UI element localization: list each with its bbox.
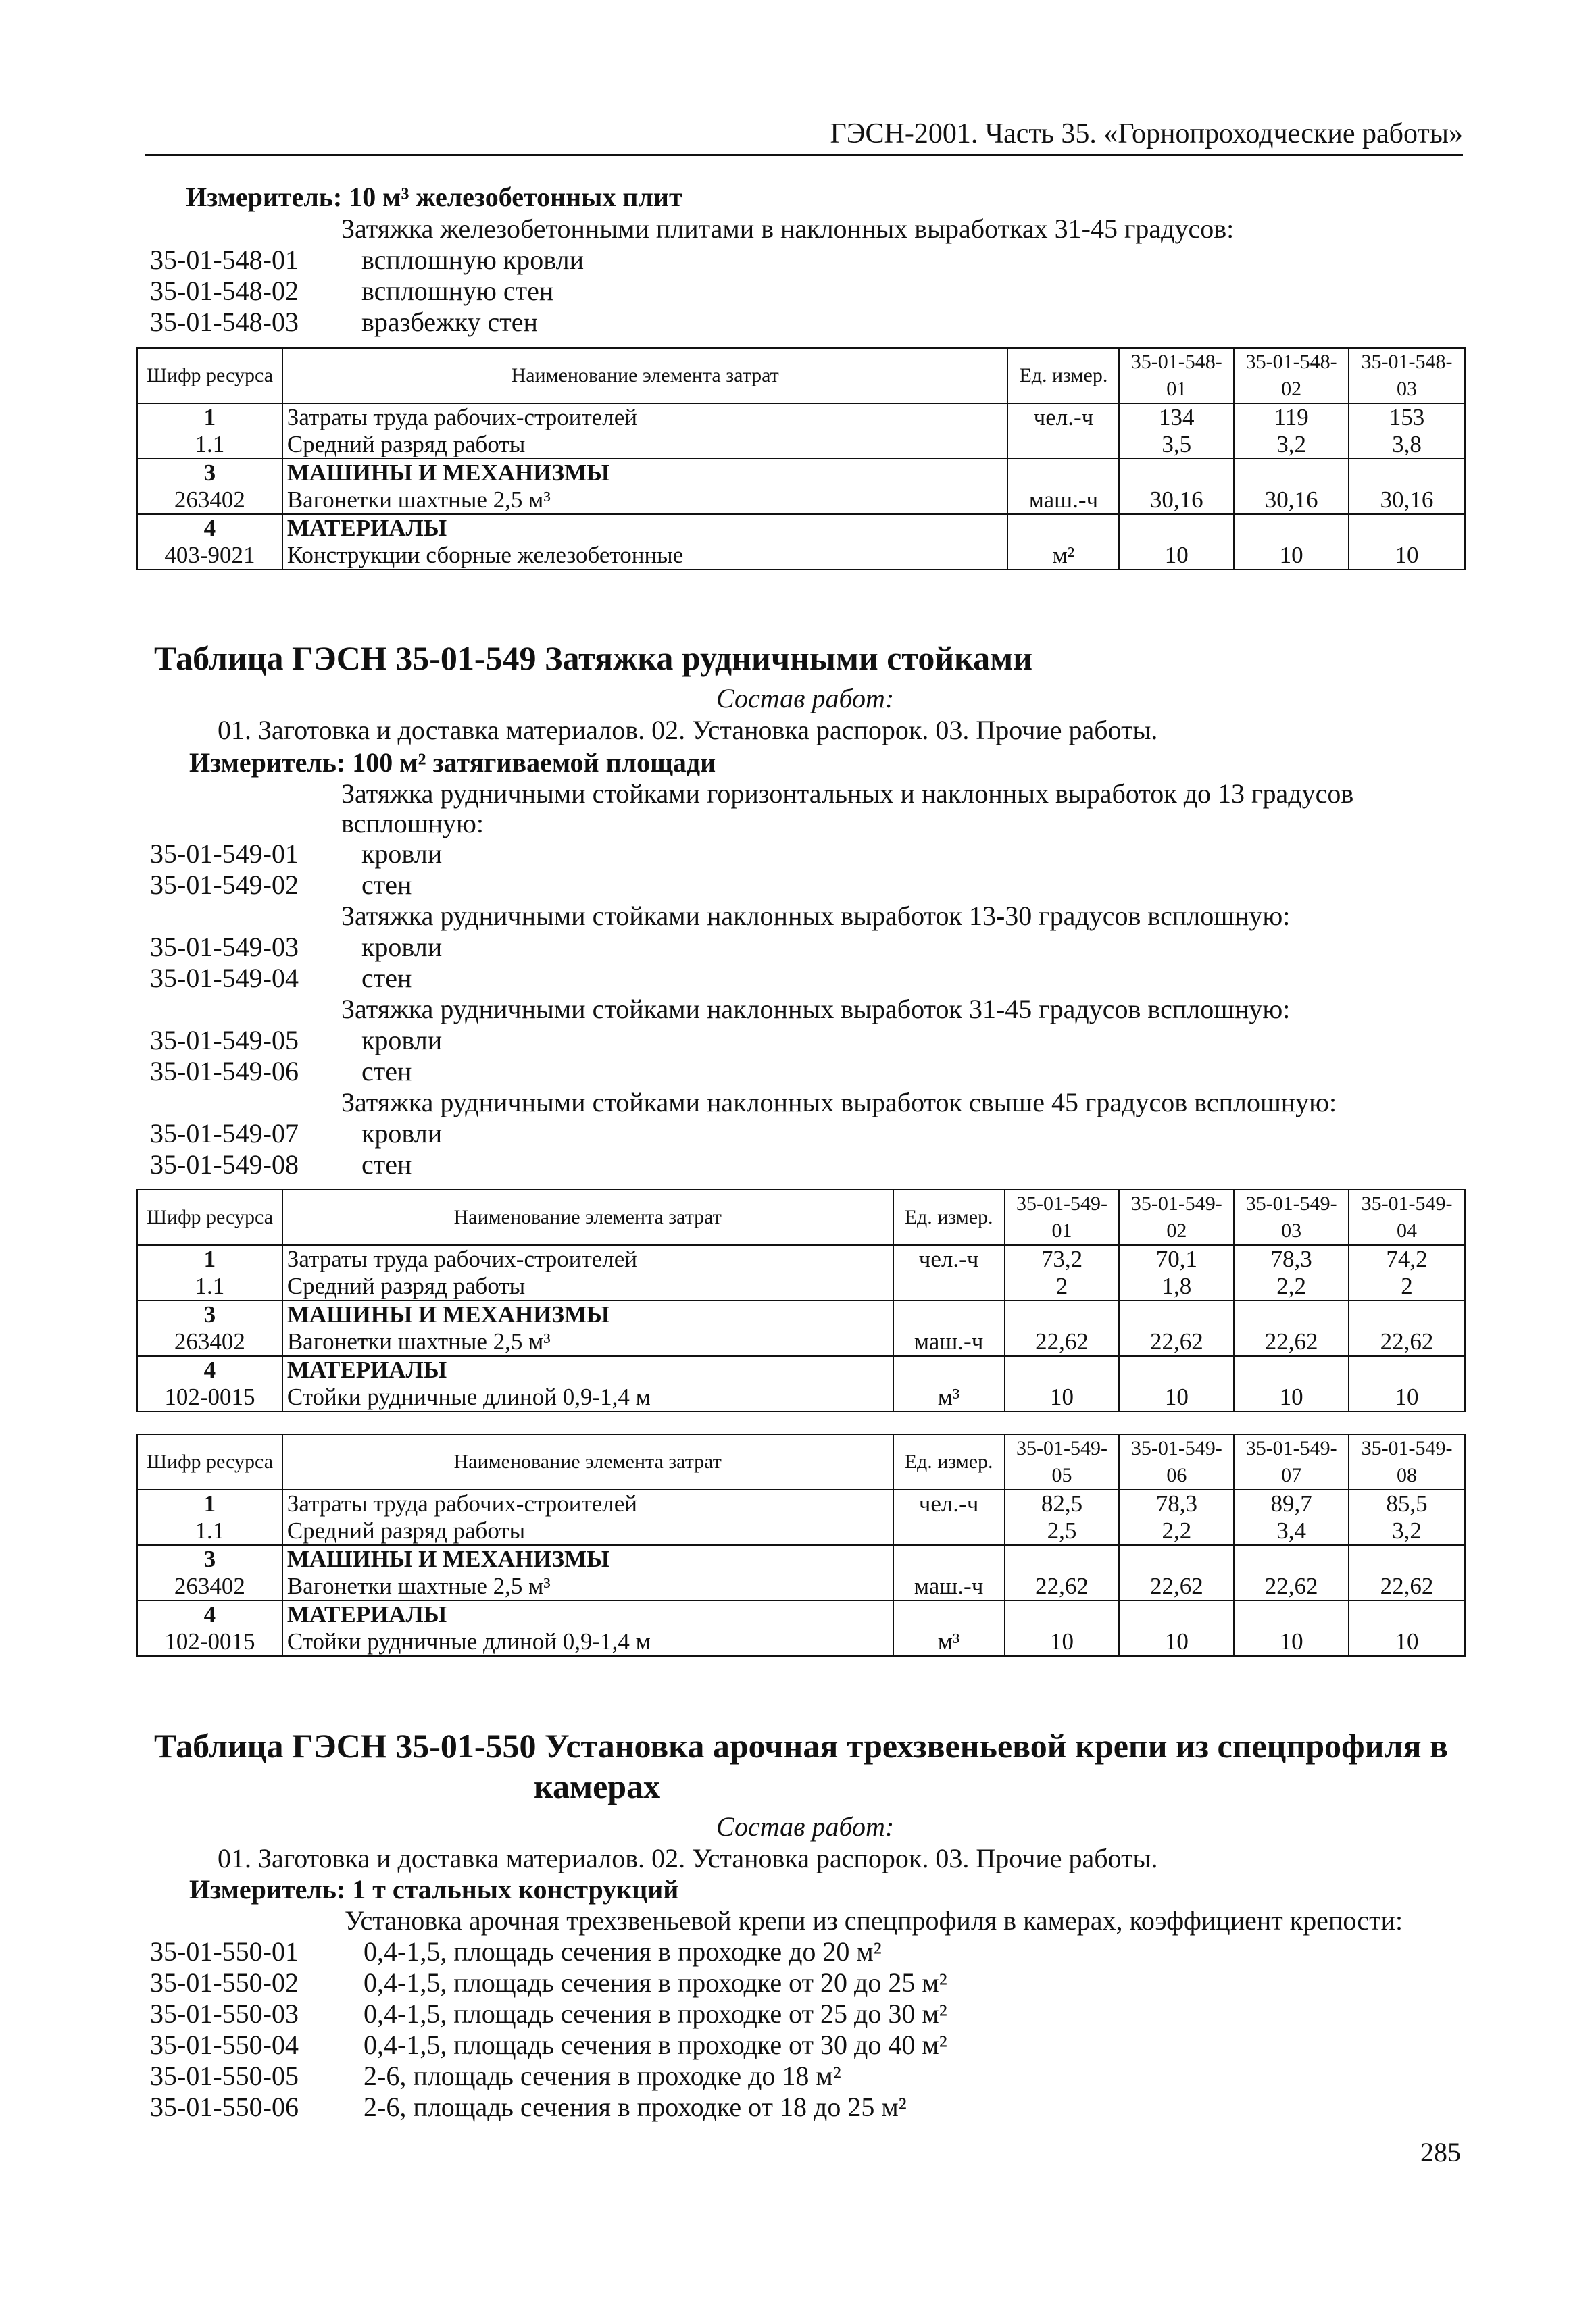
code-548-02: 35-01-548-02 [150,276,299,306]
code-550-06: 35-01-550-06 [150,2092,299,2122]
code-550-03: 35-01-550-03 [150,1998,299,2029]
cell: м³ [893,1628,1005,1656]
cell: 2,2 [1234,1273,1349,1301]
code-548-03: 35-01-548-03 [150,307,299,337]
cell: 30,16 [1234,486,1349,514]
cell [1234,1356,1349,1384]
th-name: Наименование элемента затрат [282,348,1008,403]
cell: 3,4 [1234,1517,1349,1545]
table-548 [136,347,1466,570]
th-unit: Ед. измер. [893,1434,1005,1490]
cell: 78,3 [1234,1245,1349,1273]
cell: Затраты труда рабочих-строителей [282,403,1008,431]
cell: МАТЕРИАЛЫ [282,1601,893,1628]
cell [893,1356,1005,1384]
code-549-02: 35-01-549-02 [150,870,299,900]
cell [1349,1356,1465,1384]
cell: 3 [137,1301,282,1328]
th-unit: Ед. измер. [1007,348,1119,403]
text-549-08: стен [361,1149,412,1180]
cell [1234,459,1349,486]
text-549-06: стен [361,1056,412,1086]
cell: 10 [1005,1384,1120,1411]
cell: 1 [137,1245,282,1273]
cell: 1.1 [137,1517,282,1545]
cell: 2 [1005,1273,1120,1301]
title-550-a: Таблица ГЭСН 35-01-550 Установка арочная трехзвеньевой крепи из спецпрофиля в [154,1727,1449,1765]
cell: м² [1007,542,1119,570]
cell: 10 [1349,1628,1465,1656]
cell [1119,1601,1234,1628]
cell: Стойки рудничные длиной 0,9-1,4 м [282,1628,893,1656]
th-col: 35-01-549-07 [1234,1434,1349,1490]
cell: 22,62 [1234,1573,1349,1601]
cell: маш.-ч [1007,486,1119,514]
cell [893,1545,1005,1573]
cell: 1.1 [137,1273,282,1301]
text-548-02: всплошную стен [361,276,554,306]
table-549-b [136,1434,1466,1657]
text-550-05: 2-6, площадь сечения в проходке до 18 м² [364,2061,841,2091]
text-550-03: 0,4-1,5, площадь сечения в проходке от 25 до 30 м² [364,1998,947,2029]
cell: 30,16 [1119,486,1234,514]
cell: 78,3 [1119,1490,1234,1517]
cell: 1 [137,1490,282,1517]
th-col: 35-01-549-06 [1119,1434,1234,1490]
cell: МАШИНЫ И МЕХАНИЗМЫ [282,459,1008,486]
cell: 134 [1119,403,1234,431]
th-code: Шифр ресурса [137,348,282,403]
cell: 85,5 [1349,1490,1465,1517]
cell: 1 [137,403,282,431]
th-unit: Ед. измер. [893,1190,1005,1245]
cell: 119 [1234,403,1349,431]
cell: МАШИНЫ И МЕХАНИЗМЫ [282,1545,893,1573]
cell: 10 [1119,1628,1234,1656]
cell: МАШИНЫ И МЕХАНИЗМЫ [282,1301,893,1328]
cell: 89,7 [1234,1490,1349,1517]
cell: 22,62 [1119,1573,1234,1601]
cell: чел.-ч [893,1245,1005,1273]
cell: 10 [1119,1384,1234,1411]
header-text: ГЭСН-2001. Часть 35. «Горнопроходческие работы» [830,118,1463,149]
cell [1119,459,1234,486]
th-col: 35-01-548-03 [1349,348,1465,403]
cell: 3,2 [1234,431,1349,459]
code-550-05: 35-01-550-05 [150,2061,299,2091]
cell: 22,62 [1349,1328,1465,1356]
cell: 22,62 [1349,1573,1465,1601]
cell: 10 [1119,542,1234,570]
cell [1005,1545,1120,1573]
th-col: 35-01-549-08 [1349,1434,1465,1490]
text-549-01: кровли [361,838,443,869]
cell [1119,514,1234,542]
cell: 1.1 [137,431,282,459]
cell [1234,514,1349,542]
cell: 10 [1234,1384,1349,1411]
text-548-03: вразбежку стен [361,307,538,337]
title-550-b: камерах [534,1767,661,1805]
cell [1005,1601,1120,1628]
cell: 10 [1234,1628,1349,1656]
cell [893,1273,1005,1301]
text-549-04: стен [361,963,412,993]
cell: 1,8 [1119,1273,1234,1301]
cell: 102-0015 [137,1384,282,1411]
th-col: 35-01-549-01 [1005,1190,1120,1245]
code-549-07: 35-01-549-07 [150,1118,299,1149]
cell: 22,62 [1005,1328,1120,1356]
works-label-550: Состав работ: [716,1811,895,1842]
text-549-07: кровли [361,1118,443,1149]
code-549-08: 35-01-549-08 [150,1149,299,1180]
cell: МАТЕРИАЛЫ [282,1356,893,1384]
code-549-04: 35-01-549-04 [150,963,299,993]
code-549-05: 35-01-549-05 [150,1025,299,1055]
cell [1349,1601,1465,1628]
cell: 3 [137,1545,282,1573]
cell [893,1601,1005,1628]
cell: Конструкции сборные железобетонные [282,542,1008,570]
cell [1119,1356,1234,1384]
text-548-01: всплошную кровли [361,245,584,275]
group1-549-a: Затяжка рудничными стойками горизонтальных и наклонных выработок до 13 градусов [341,778,1354,809]
cell: чел.-ч [893,1490,1005,1517]
works-550: 01. Заготовка и доставка материалов. 02. Установка распорок. 03. Прочие работы. [218,1843,1158,1873]
th-col: 35-01-549-05 [1005,1434,1120,1490]
cell: 3,8 [1349,431,1465,459]
cell [1005,1356,1120,1384]
cell: 102-0015 [137,1628,282,1656]
cell: 73,2 [1005,1245,1120,1273]
text-550-02: 0,4-1,5, площадь сечения в проходке от 20 до 25 м² [364,1967,947,1998]
page-header [145,114,1463,156]
text-550-06: 2-6, площадь сечения в проходке от 18 до 25 м² [364,2092,907,2122]
code-550-01: 35-01-550-01 [150,1936,299,1967]
code-550-02: 35-01-550-02 [150,1967,299,1998]
cell: Вагонетки шахтные 2,5 м³ [282,1328,893,1356]
group4-549: Затяжка рудничными стойками наклонных выработок свыше 45 градусов всплошную: [341,1087,1337,1117]
cell: 3,2 [1349,1517,1465,1545]
cell: 4 [137,514,282,542]
cell: 153 [1349,403,1465,431]
cell: 74,2 [1349,1245,1465,1273]
cell: маш.-ч [893,1573,1005,1601]
th-col: 35-01-549-02 [1119,1190,1234,1245]
cell: Стойки рудничные длиной 0,9-1,4 м [282,1384,893,1411]
code-550-04: 35-01-550-04 [150,2030,299,2060]
title-549: Таблица ГЭСН 35-01-549 Затяжка рудничными стойками [154,639,1033,677]
cell: 22,62 [1119,1328,1234,1356]
cell: 3 [137,459,282,486]
text-549-02: стен [361,870,412,900]
th-code: Шифр ресурса [137,1434,282,1490]
cell: 4 [137,1601,282,1628]
th-col: 35-01-549-04 [1349,1190,1465,1245]
text-550-04: 0,4-1,5, площадь сечения в проходке от 30 до 40 м² [364,2030,947,2060]
cell: 30,16 [1349,486,1465,514]
th-col: 35-01-548-02 [1234,348,1349,403]
cell: Вагонетки шахтные 2,5 м³ [282,1573,893,1601]
th-col: 35-01-548-01 [1119,348,1234,403]
cell [1349,514,1465,542]
cell: 263402 [137,486,282,514]
th-code: Шифр ресурса [137,1190,282,1245]
cell [1234,1545,1349,1573]
code-549-06: 35-01-549-06 [150,1056,299,1086]
cell: 10 [1234,542,1349,570]
cell [1007,431,1119,459]
cell: 82,5 [1005,1490,1120,1517]
code-549-01: 35-01-549-01 [150,838,299,869]
cell: 3,5 [1119,431,1234,459]
cell [1005,1301,1120,1328]
group2-549: Затяжка рудничными стойками наклонных выработок 13-30 градусов всплошную: [341,901,1291,931]
measure-548: Измеритель: 10 м³ железобетонных плит [186,182,682,212]
cell: МАТЕРИАЛЫ [282,514,1008,542]
cell: 4 [137,1356,282,1384]
cell: Вагонетки шахтные 2,5 м³ [282,486,1008,514]
cell [1234,1601,1349,1628]
measure-549: Измеритель: 100 м² затягиваемой площади [189,747,716,778]
text-550-01: 0,4-1,5, площадь сечения в проходке до 20 м² [364,1936,882,1967]
cell: Средний разряд работы [282,431,1008,459]
cell: Средний разряд работы [282,1273,893,1301]
works-549: 01. Заготовка и доставка материалов. 02. Установка распорок. 03. Прочие работы. [218,715,1158,745]
works-label-549: Состав работ: [716,683,895,713]
cell: 10 [1005,1628,1120,1656]
cell: 22,62 [1005,1573,1120,1601]
cell: 2,5 [1005,1517,1120,1545]
cell [1349,1545,1465,1573]
group1-549-b: всплошную: [341,808,484,838]
cell: 10 [1349,1384,1465,1411]
cell: маш.-ч [893,1328,1005,1356]
cell: чел.-ч [1007,403,1119,431]
cell [893,1517,1005,1545]
cell: 22,62 [1234,1328,1349,1356]
cell [1234,1301,1349,1328]
cell: Затраты труда рабочих-строителей [282,1490,893,1517]
group3-549: Затяжка рудничными стойками наклонных выработок 31-45 градусов всплошную: [341,994,1291,1024]
cell [893,1301,1005,1328]
th-name: Наименование элемента затрат [282,1434,893,1490]
th-name: Наименование элемента затрат [282,1190,893,1245]
cell [1119,1545,1234,1573]
measure-550: Измеритель: 1 т стальных конструкций [189,1874,679,1905]
cell: м³ [893,1384,1005,1411]
cell: 263402 [137,1328,282,1356]
cell: Затраты труда рабочих-строителей [282,1245,893,1273]
intro-548: Затяжка железобетонными плитами в наклонных выработках 31-45 градусов: [341,213,1235,244]
table-549-a [136,1189,1466,1412]
cell: 10 [1349,542,1465,570]
cell: 2 [1349,1273,1465,1301]
cell [1007,514,1119,542]
code-549-03: 35-01-549-03 [150,932,299,962]
cell: 2,2 [1119,1517,1234,1545]
cell: 263402 [137,1573,282,1601]
cell [1349,459,1465,486]
th-col: 35-01-549-03 [1234,1190,1349,1245]
cell: 403-9021 [137,542,282,570]
cell [1349,1301,1465,1328]
cell: Средний разряд работы [282,1517,893,1545]
page-number: 285 [1420,2137,1461,2167]
text-549-05: кровли [361,1025,443,1055]
cell [1007,459,1119,486]
text-549-03: кровли [361,932,443,962]
cell: 70,1 [1119,1245,1234,1273]
code-548-01: 35-01-548-01 [150,245,299,275]
cell [1119,1301,1234,1328]
intro-550: Установка арочная трехзвеньевой крепи из спецпрофиля в камерах, коэффициент крепости: [345,1905,1403,1936]
